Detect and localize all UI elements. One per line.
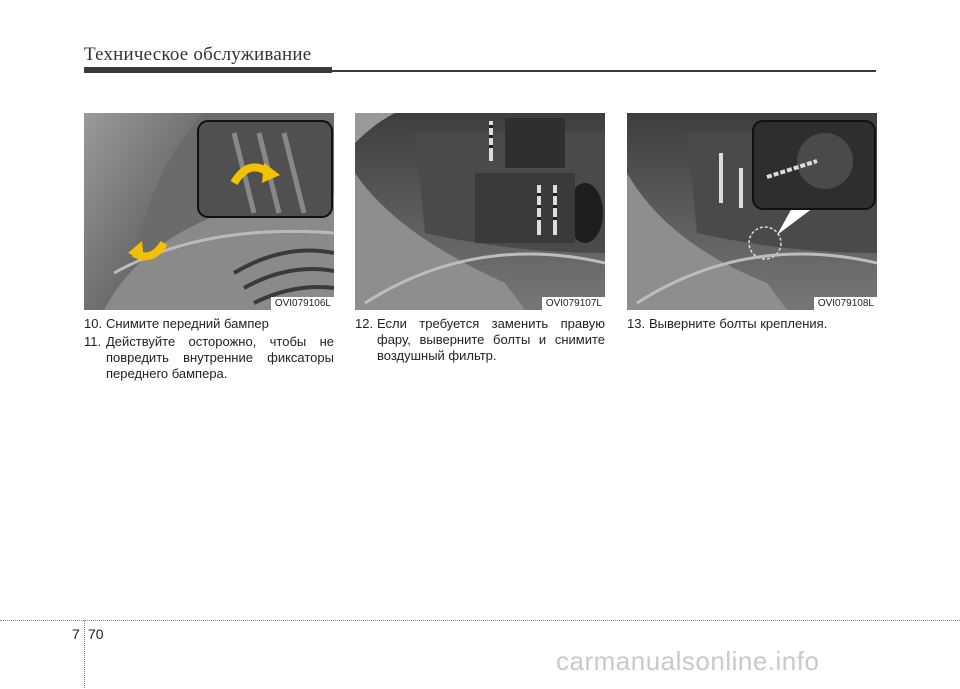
step-12: [355, 316, 605, 364]
figure-code: OVI079107L: [542, 297, 605, 310]
step-11: [84, 334, 334, 382]
step-text: Выверните болты крепления.: [649, 316, 828, 331]
mount-bolts-illustration: [627, 113, 877, 310]
step-number: 13.: [627, 316, 646, 331]
footer-divider: [84, 620, 85, 688]
figure-code: OVI079106L: [271, 297, 334, 310]
bumper-illustration: [84, 113, 334, 310]
header-rule-thin: [332, 70, 876, 72]
step-number: 10.: [84, 316, 103, 331]
step-number: 12.: [355, 316, 374, 331]
column-2-text: [355, 316, 605, 366]
watermark: carmanualsonline.info: [556, 646, 820, 676]
figure-code: OVI079108L: [814, 297, 877, 310]
figure-mount-bolts: [627, 113, 877, 310]
air-filter-illustration: [355, 113, 605, 310]
page-number: 70: [88, 626, 104, 642]
section-title: Техническое обслуживание: [84, 44, 312, 65]
column-1-text: [84, 316, 334, 384]
step-text: Если требуется заменить правую фару, выверните болты и снимите воздушный фильтр.: [377, 316, 605, 363]
header-rule-thick: [84, 67, 332, 73]
footer-rule: [0, 620, 960, 621]
figure-bumper-removal: [84, 113, 334, 310]
column-3-text: [627, 316, 877, 334]
figure-air-filter: [355, 113, 605, 310]
step-text: Действуйте осторожно, чтобы не повредить внутренние фиксаторы переднего бампера.: [106, 334, 334, 381]
step-13: [627, 316, 877, 332]
chapter-number: 7: [72, 626, 80, 642]
step-text: Снимите передний бампер: [106, 316, 269, 331]
step-10: [84, 316, 334, 332]
step-number: 11.: [84, 334, 102, 349]
